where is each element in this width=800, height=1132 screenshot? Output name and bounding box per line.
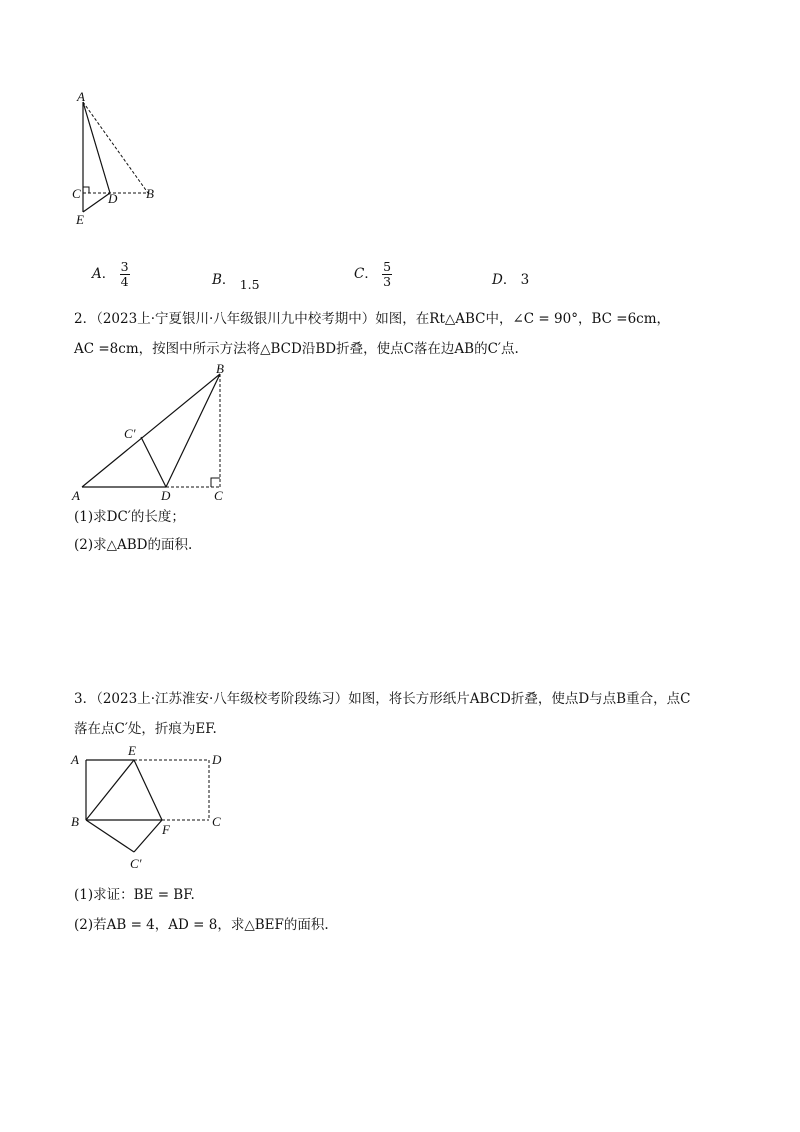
segment-cpf [134,820,162,852]
option-b-value: 1.5 [239,277,260,292]
option-a-numerator: 3 [120,259,129,274]
q3-sub-2: (2)若AB = 4，AD = 8，求△BEF的面积. [74,917,329,933]
segment-be [86,760,134,820]
q3-line-1: 3．（2023上·江苏淮安·八年级校考阶段练习）如图，将长方形纸片ABCD折叠，使点D与点B重合，点C [74,691,691,707]
label-d: D [212,752,222,767]
figure-2 [66,362,236,504]
segment-bd [166,374,220,487]
segment-cpd [141,437,166,487]
option-c: C． $\frac{5}{3}$ [354,259,392,289]
label-a: A [71,752,79,767]
segment-ef [134,760,162,820]
option-a-denominator: 4 [120,274,129,289]
label-c-prime: C′ [130,856,142,871]
label-b: B [146,186,154,201]
segment-ed [83,193,110,212]
option-a-fraction [120,260,130,289]
label-a: A [77,90,85,104]
option-c-fraction [382,260,392,289]
label-b: B [216,362,224,376]
right-angle-mark [211,478,220,487]
segment-ab-dashed [83,102,148,193]
q2-sub-2: (2)求△ABD的面积. [74,537,193,553]
right-angle-mark [83,187,89,193]
label-a: A [72,488,80,503]
option-a: A． $\frac{3}{4}$ [92,259,129,289]
option-c-denominator: 3 [383,274,392,289]
q2-line-1: 2．（2023上·宁夏银川·八年级银川九中校考期中）如图，在Rt△ABC中，∠C = 90°，BC =6cm， [74,311,671,327]
figure-3 [66,740,236,880]
option-d: D． 3 [492,272,530,288]
segment-ab [82,374,220,487]
option-d-value: 3 [520,272,530,288]
label-c: C [72,186,81,201]
segment-bcp [86,820,134,852]
option-a-letter: A [92,266,102,282]
q3-line-2: 落在点C′处，折痕为EF. [74,721,217,737]
label-f: F [162,822,170,837]
figure-1 [60,90,170,230]
option-b: B． 1.5 [212,272,260,292]
label-d: D [108,191,118,206]
label-e: E [128,743,136,758]
q2-line-2: AC =8cm，按图中所示方法将△BCD沿BD折叠，使点C落在边AB的C′点. [74,341,519,357]
label-b: B [71,814,79,829]
label-c: C [214,488,223,503]
label-c: C [212,814,221,829]
label-e: E [76,212,84,227]
option-c-letter: C [354,266,365,282]
option-c-numerator: 5 [383,259,392,274]
label-d: D [161,488,171,503]
option-d-letter: D [492,272,503,288]
q2-sub-1: (1)求DC′的长度； [74,509,185,525]
option-b-letter: B [212,272,222,288]
q3-sub-1: (1)求证：BE = BF. [74,887,195,903]
label-c-prime: C′ [124,426,136,441]
segment-ad [83,102,110,193]
